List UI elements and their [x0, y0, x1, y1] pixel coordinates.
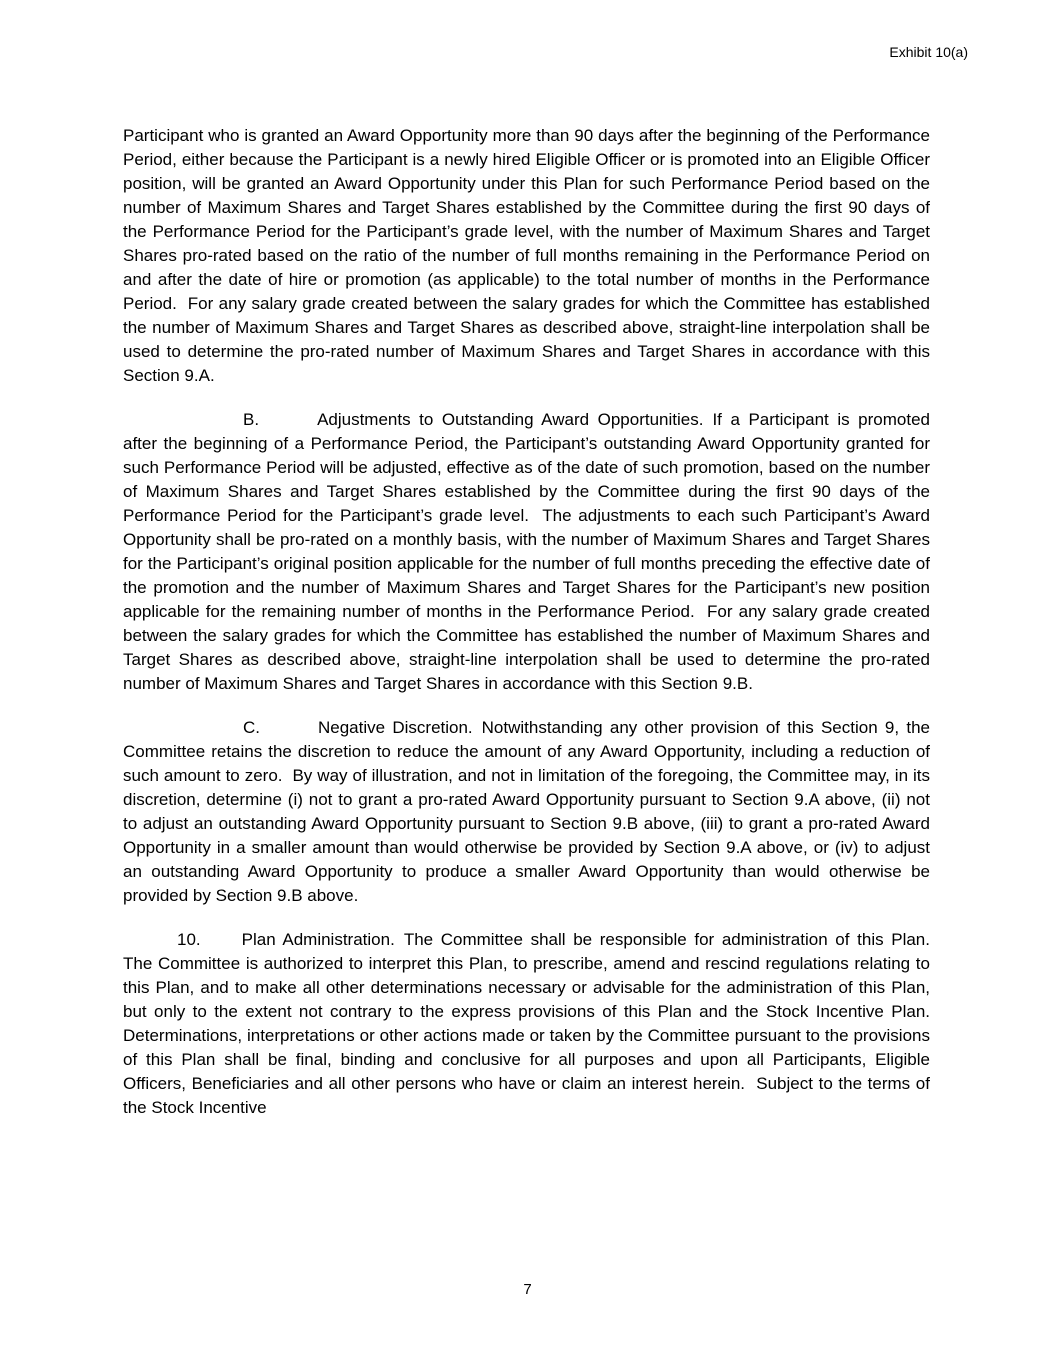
section-10-label: 10.: [177, 930, 201, 949]
section-9c-label: C.: [243, 718, 260, 737]
section-10-title: Plan Administration.: [241, 930, 395, 949]
section-9b-body: If a Participant is promoted after the beginning of a Performance Period, the Participant’s outstanding Award Opportunity granted for such Performance Period will be adjusted, effective as of the date of such promotion, based on the number of Maximum Shares and Target Shares established by the Committee during the first 90 days of the Performance Period for the Participant’s grade level. The adjustments to each such Participant’s Award Opportunity shall be pro-rated on a monthly basis, with the number of Maximum Shares and Target Shares for the Participant’s original position applicable for the number of full months preceding the effective date of the promotion and the number of Maximum Shares and Target Shares for the Participant’s new position applicable for the remaining number of months in the Performance Period. For any salary grade created between the salary grades for which the Committee has established the number of Maximum Shares and Target Shares as described above, straight-line interpolation shall be used to determine the pro-rated number of Maximum Shares and Target Shares in accordance with this Section 9.B.: [123, 410, 935, 693]
page-number: 7: [523, 1281, 532, 1298]
exhibit-label: Exhibit 10(a): [889, 44, 968, 60]
section-9b-title: Adjustments to Outstanding Award Opportunities.: [317, 410, 704, 429]
paragraph-9a-continuation: Participant who is granted an Award Opportunity more than 90 days after the beginning of the Performance Period, either because the Participant is a newly hired Eligible Officer or is promoted into an Eligible Officer position, will be granted an Award Opportunity under this Plan for such Performance Period based on the number of Maximum Shares and Target Shares established by the Committee during the first 90 days of the Performance Period for the Participant’s grade level, with the number of Maximum Shares and Target Shares pro-rated based on the ratio of the number of full months remaining in the Performance Period on and after the date of hire or promotion (as applicable) to the total number of months in the Performance Period. For any salary grade created between the salary grades for which the Committee has established the number of Maximum Shares and Target Shares as described above, straight-line interpolation shall be used to determine the pro-rated number of Maximum Shares and Target Shares in accordance with this Section 9.A.: [123, 126, 935, 385]
section-10-paragraph: [123, 928, 940, 1120]
section-9c-paragraph: [123, 716, 935, 908]
document-body: [123, 124, 940, 1120]
section-9c-title: Negative Discretion.: [318, 718, 473, 737]
section-9b-label: B.: [243, 410, 260, 429]
section-9c-body: Notwithstanding any other provision of this Section 9, the Committee retains the discretion to reduce the amount of any Award Opportunity, including a reduction of such amount to zero. By way of illustration, and not in limitation of the foregoing, the Committee may, in its discretion, determine (i) not to grant a pro-rated Award Opportunity pursuant to Section 9.A above, (ii) not to adjust an outstanding Award Opportunity pursuant to Section 9.B above, (iii) to grant a pro-rated Award Opportunity in a smaller amount than would otherwise be provided by Section 9.A above, or (iv) to adjust an outstanding Award Opportunity to produce a smaller Award Opportunity than would otherwise be provided by Section 9.B above.: [123, 718, 935, 905]
section-9b-paragraph: [123, 408, 935, 696]
section-10-body: The Committee shall be responsible for administration of this Plan. The Committee is authorized to interpret this Plan, to prescribe, amend and rescind regulations relating to this Plan, and to make all other determinations necessary or advisable for the administration of this Plan, but only to the extent not contrary to the express provisions of this Plan and the Stock Incentive Plan. Determinations, interpretations or other actions made or taken by the Committee pursuant to the provisions of this Plan shall be final, binding and conclusive for all purposes and upon all Participants, Eligible Officers, Beneficiaries and all other persons who have or claim an interest herein. Subject to the terms of the Stock Incentive: [123, 930, 940, 1117]
